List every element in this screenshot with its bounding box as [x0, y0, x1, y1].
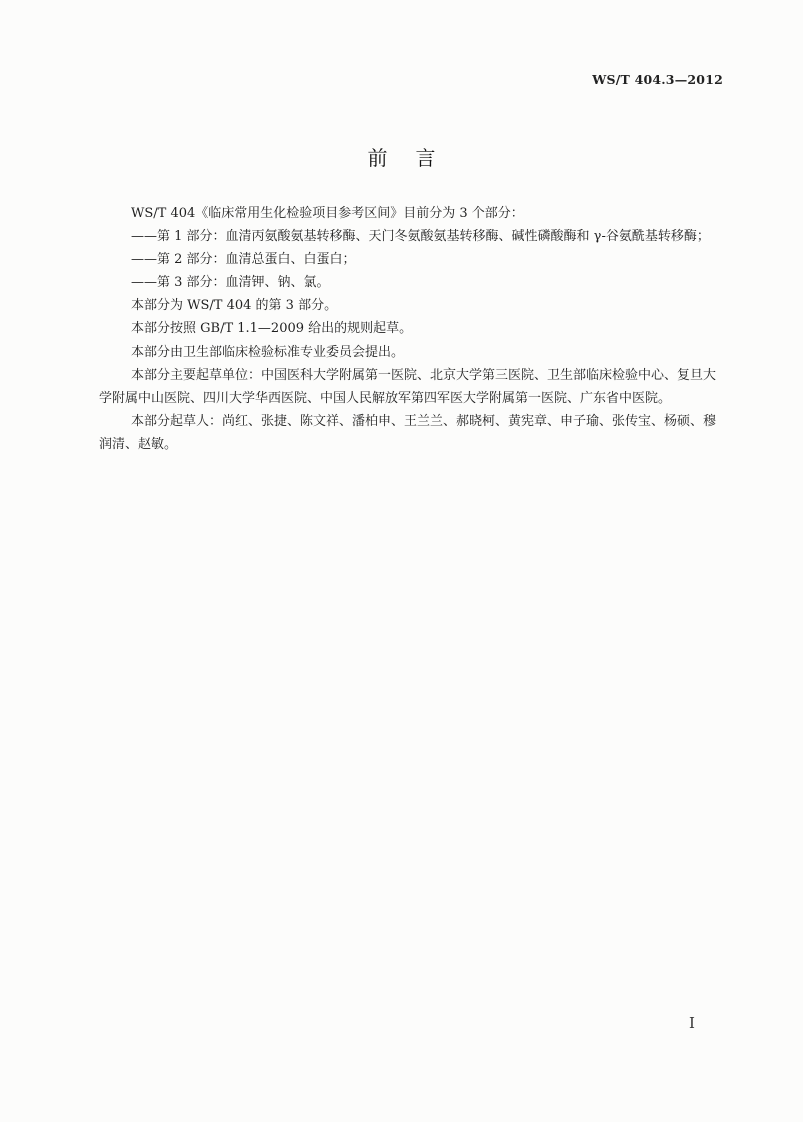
- part1-item: ——第 1 部分：血清丙氨酸氨基转移酶、天门冬氨酸氨基转移酶、碱性磷酸酶和 γ-谷氨酰基转移酶；: [131, 229, 710, 245]
- proposer-paragraph: 本部分由卫生部临床检验标准专业委员会提出。: [131, 344, 405, 360]
- standard-code: WS/T 404.3—2012: [592, 72, 723, 87]
- this-part-paragraph: 本部分为 WS/T 404 的第 3 部分。: [131, 298, 338, 314]
- preface-body: [99, 202, 721, 456]
- part2-item: ——第 2 部分：血清总蛋白、白蛋白；: [131, 252, 356, 268]
- page-number: I: [689, 1014, 695, 1032]
- drafters-paragraph: 本部分起草人：尚红、张捷、陈文祥、潘柏申、王兰兰、郝晓柯、黄宪章、申子瑜、张传宝、杨硕、穆润清、赵敏。: [99, 413, 717, 452]
- page-title: 前言: [367, 146, 464, 170]
- part3-item: ——第 3 部分：血清钾、钠、氯。: [131, 275, 330, 291]
- drafting-rule-paragraph: 本部分按照 GB/T 1.1—2009 给出的规则起草。: [131, 321, 413, 337]
- drafting-units-paragraph: 本部分主要起草单位：中国医科大学附属第一医院、北京大学第三医院、卫生部临床检验中心、复旦大学附属中山医院、四川大学华西医院、中国人民解放军第四军医大学附属第一医院、广东省中医院。: [99, 367, 717, 406]
- intro-paragraph: WS/T 404《临床常用生化检验项目参考区间》目前分为 3 个部分：: [131, 206, 524, 221]
